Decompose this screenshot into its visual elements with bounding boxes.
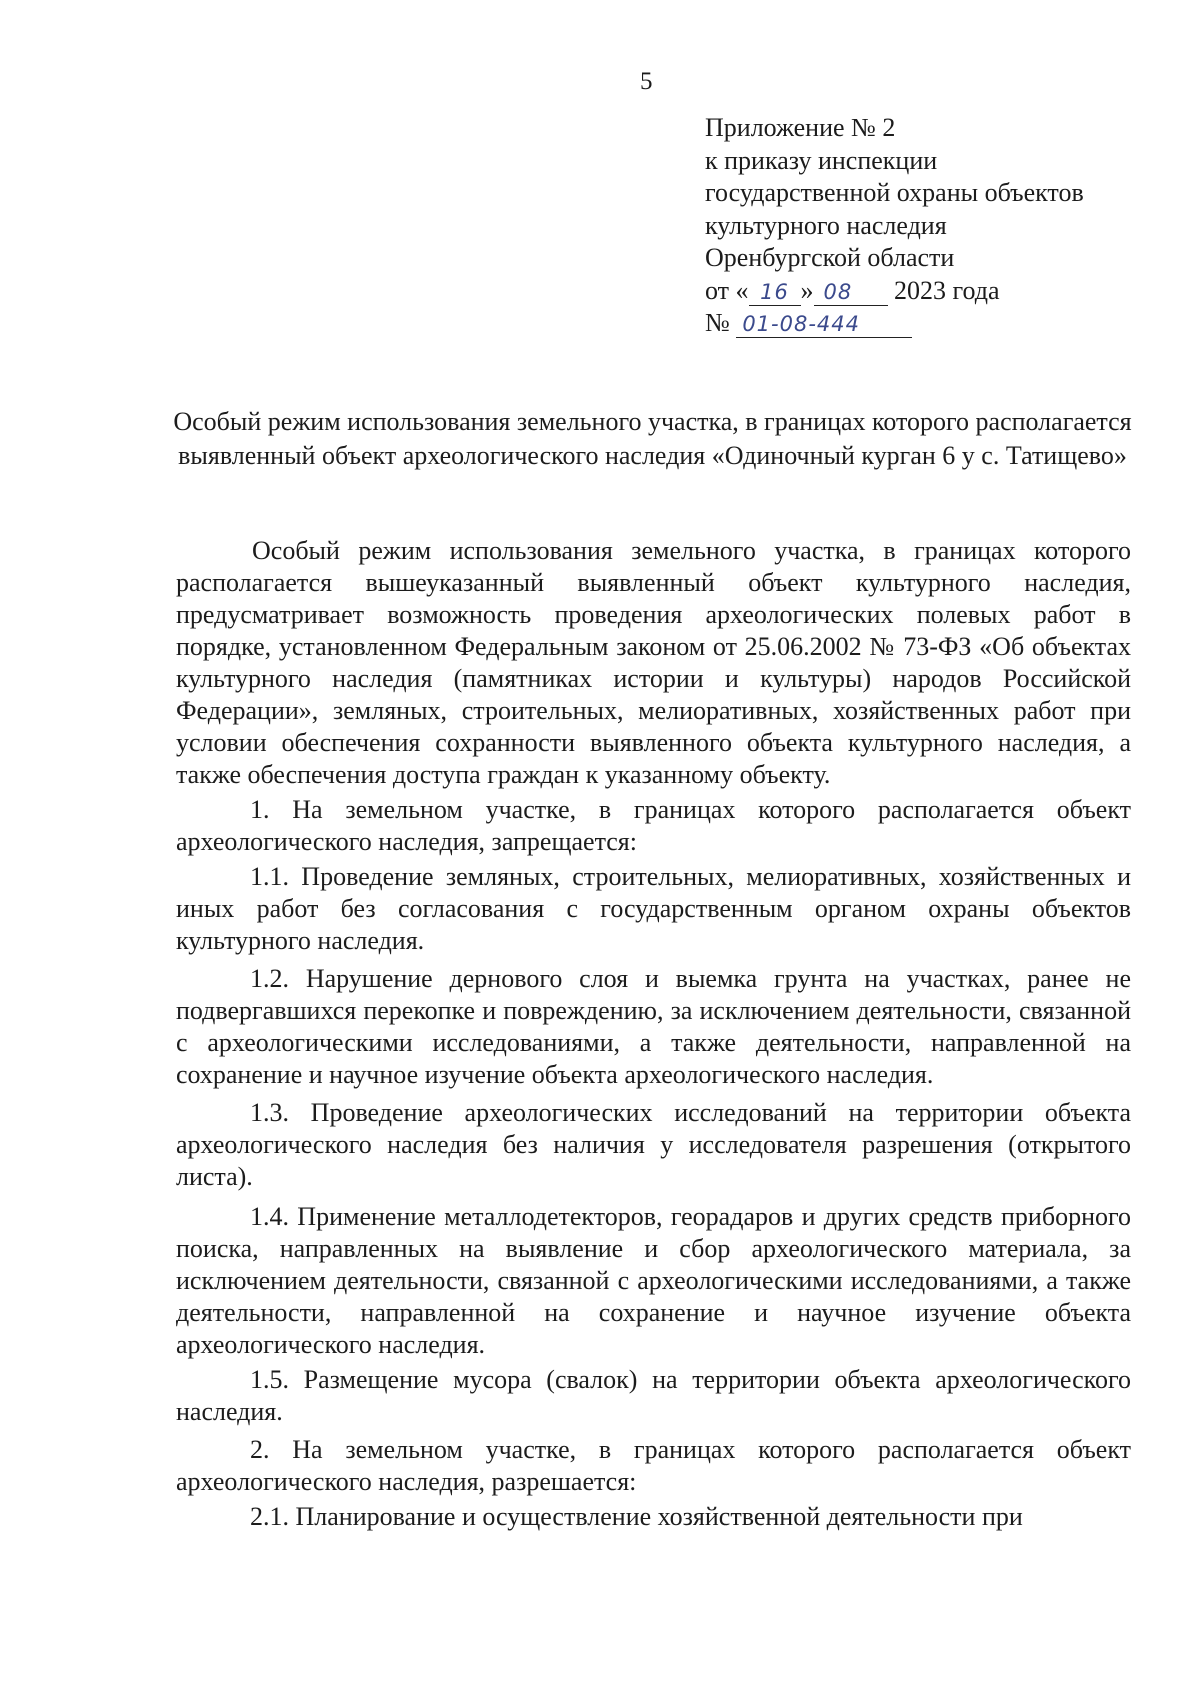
appendix-region-line: Оренбургской области — [705, 243, 955, 272]
clause-1-2: 1.2. Нарушение дернового слоя и выемка грунта на участках, ранее не подвергавшихся перекопке и повреждению, за исключением деятельности, связанной с археологическими исследованиями, а также деятельности, направленной на сохранение и научное изучение объекта археологического наследия. — [176, 964, 1131, 1089]
appendix-order-line: к приказу инспекции — [705, 145, 938, 175]
appendix-agency-line: государственной охраны объектов — [705, 178, 1084, 207]
intro-paragraph: Особый режим использования земельного участка, в границах которого располагается вышеуказанный выявленный объект культурного наследия, предусматривает возможность проведения археологических полевых работ в порядке, установленном Федеральным законом от 25.06.2002 № 73-ФЗ «Об объектах культурного наследия (памятниках истории и культуры) народов Российской Федерации», земляных, строительных, мелиоративных, хозяйственных работ при условии обеспечения сохранности выявленного объекта культурного наследия, а также обеспечения доступа граждан к указанному объекту. — [176, 536, 1131, 789]
clause-2-1: 2.1. Планирование и осуществление хозяйственной деятельности при — [250, 1502, 1023, 1531]
number-sign: № — [705, 308, 730, 337]
handwritten-day: 16 — [749, 279, 801, 306]
clause-1-3: 1.3. Проведение археологических исследований на территории объекта археологического наследия без наличия у исследователя разрешения (открытого листа). — [176, 1098, 1131, 1191]
clause-1-5: 1.5. Размещение мусора (свалок) на территории объекта археологического наследия. — [176, 1365, 1131, 1426]
date-year: 2023 года — [894, 275, 1000, 305]
appendix-heritage-line: культурного наследия — [705, 210, 947, 240]
date-quote-close: » — [800, 275, 814, 305]
appendix-date-line — [705, 275, 1084, 308]
appendix-number-line — [705, 307, 1084, 340]
document-title: Особый режим использования земельного участка, в границах которого располагается выявленный объект археологического наследия «Одиночный курган 6 у с. Татищево» — [173, 407, 1132, 470]
clause-2: 2. На земельном участке, в границах которого располагается объект археологического наследия, разрешается: — [176, 1435, 1131, 1496]
handwritten-month: 08 — [814, 279, 888, 306]
document-body — [176, 535, 1131, 1533]
date-prefix: от « — [705, 275, 749, 305]
clause-1-4: 1.4. Применение металлодетекторов, георадаров и других средств приборного поиска, направленных на выявление и сбор археологического материала, за исключением деятельности, связанной с археологическими исследованиями, а также деятельности, направленной на сохранение и научное изучение объекта археологического наследия. — [176, 1202, 1131, 1359]
page-number: 5 — [640, 68, 653, 95]
appendix-header — [705, 112, 1084, 340]
clause-1: 1. На земельном участке, в границах которого располагается объект археологического наследия, запрещается: — [176, 795, 1131, 856]
appendix-title: Приложение № 2 — [705, 113, 896, 142]
handwritten-order-number: 01-08-444 — [736, 311, 912, 338]
clause-1-1: 1.1. Проведение земляных, строительных, мелиоративных, хозяйственных и иных работ без согласования с государственным органом охраны объектов культурного наследия. — [176, 862, 1131, 955]
